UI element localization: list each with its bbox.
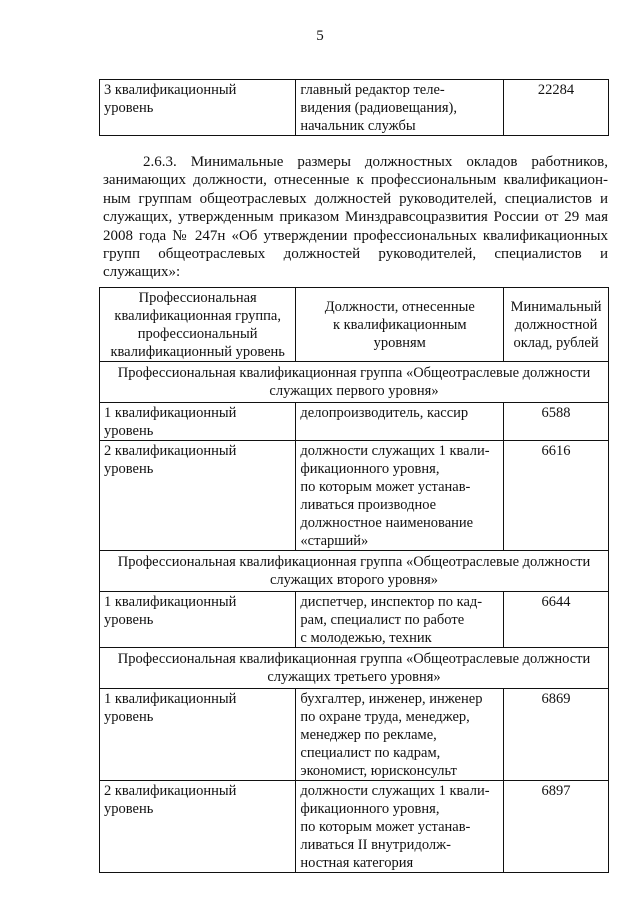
positions-cell: должности служащих 1 квали- фикационного уровня, по которым может устанав- ливаться производное должностное наименование «старший» bbox=[296, 441, 504, 551]
salary-cell: 6588 bbox=[504, 403, 609, 441]
section-paragraph: 2.6.3. Минимальные размеры должностных окладов работников, занимающих должности, отнесенные к профессиональным квалификацион- ным группам общеотраслевых должностей руководителей, специалистов и служащих, утвержденным приказом Минздравсоцразвития России от 29 мая 2008 года № 247н «Об утверждении профессиональных квалификационных групп общеотраслевых должностей руководителей, специалистов и служащих»: bbox=[103, 154, 608, 281]
continuation-table bbox=[99, 79, 609, 136]
salary-cell: 22284 bbox=[504, 80, 609, 136]
group-title: Профессиональная квалификационная группа «Общеотраслевые должности служащих первого уровня» bbox=[100, 362, 609, 403]
table-row bbox=[100, 80, 609, 136]
positions-cell: диспетчер, инспектор по кад- рам, специалист по работе с молодежью, техник bbox=[296, 592, 504, 648]
salary-table bbox=[99, 287, 609, 873]
positions-cell: бухгалтер, инженер, инженер по охране труда, менеджер, менеджер по рекламе, специалист по кадрам, экономист, юрисконсульт bbox=[296, 689, 504, 781]
salary-cell: 6869 bbox=[504, 689, 609, 781]
positions-cell: главный редактор теле- видения (радиовещания), начальник службы bbox=[296, 80, 504, 136]
header-min-salary: Минимальный должностной оклад, рублей bbox=[504, 288, 609, 362]
group-row bbox=[100, 362, 609, 403]
table-row bbox=[100, 403, 609, 441]
qualification-level: 1 квалификационный уровень bbox=[100, 689, 296, 781]
positions-cell: делопроизводитель, кассир bbox=[296, 403, 504, 441]
table-header-row bbox=[100, 288, 609, 362]
table-row bbox=[100, 441, 609, 551]
qualification-level: 1 квалификационный уровень bbox=[100, 592, 296, 648]
salary-cell: 6897 bbox=[504, 781, 609, 873]
table-row bbox=[100, 781, 609, 873]
qualification-level: 1 квалификационный уровень bbox=[100, 403, 296, 441]
positions-cell: должности служащих 1 квали- фикационного уровня, по которым может устанав- ливаться II внутридолж- ностная категория bbox=[296, 781, 504, 873]
salary-cell: 6644 bbox=[504, 592, 609, 648]
header-positions: Должности, отнесенные к квалификационным уровням bbox=[296, 288, 504, 362]
group-title: Профессиональная квалификационная группа «Общеотраслевые должности служащих третьего уровня» bbox=[100, 648, 609, 689]
header-group-level: Профессиональная квалификационная группа, профессиональный квалификационный уровень bbox=[100, 288, 296, 362]
qualification-level: 2 квалификационный уровень bbox=[100, 441, 296, 551]
salary-cell: 6616 bbox=[504, 441, 609, 551]
group-row bbox=[100, 648, 609, 689]
group-row bbox=[100, 551, 609, 592]
table-row bbox=[100, 592, 609, 648]
page-number: 5 bbox=[316, 28, 324, 44]
table-row bbox=[100, 689, 609, 781]
qualification-level: 3 квалификационный уровень bbox=[100, 80, 296, 136]
group-title: Профессиональная квалификационная группа «Общеотраслевые должности служащих второго уровня» bbox=[100, 551, 609, 592]
qualification-level: 2 квалификационный уровень bbox=[100, 781, 296, 873]
